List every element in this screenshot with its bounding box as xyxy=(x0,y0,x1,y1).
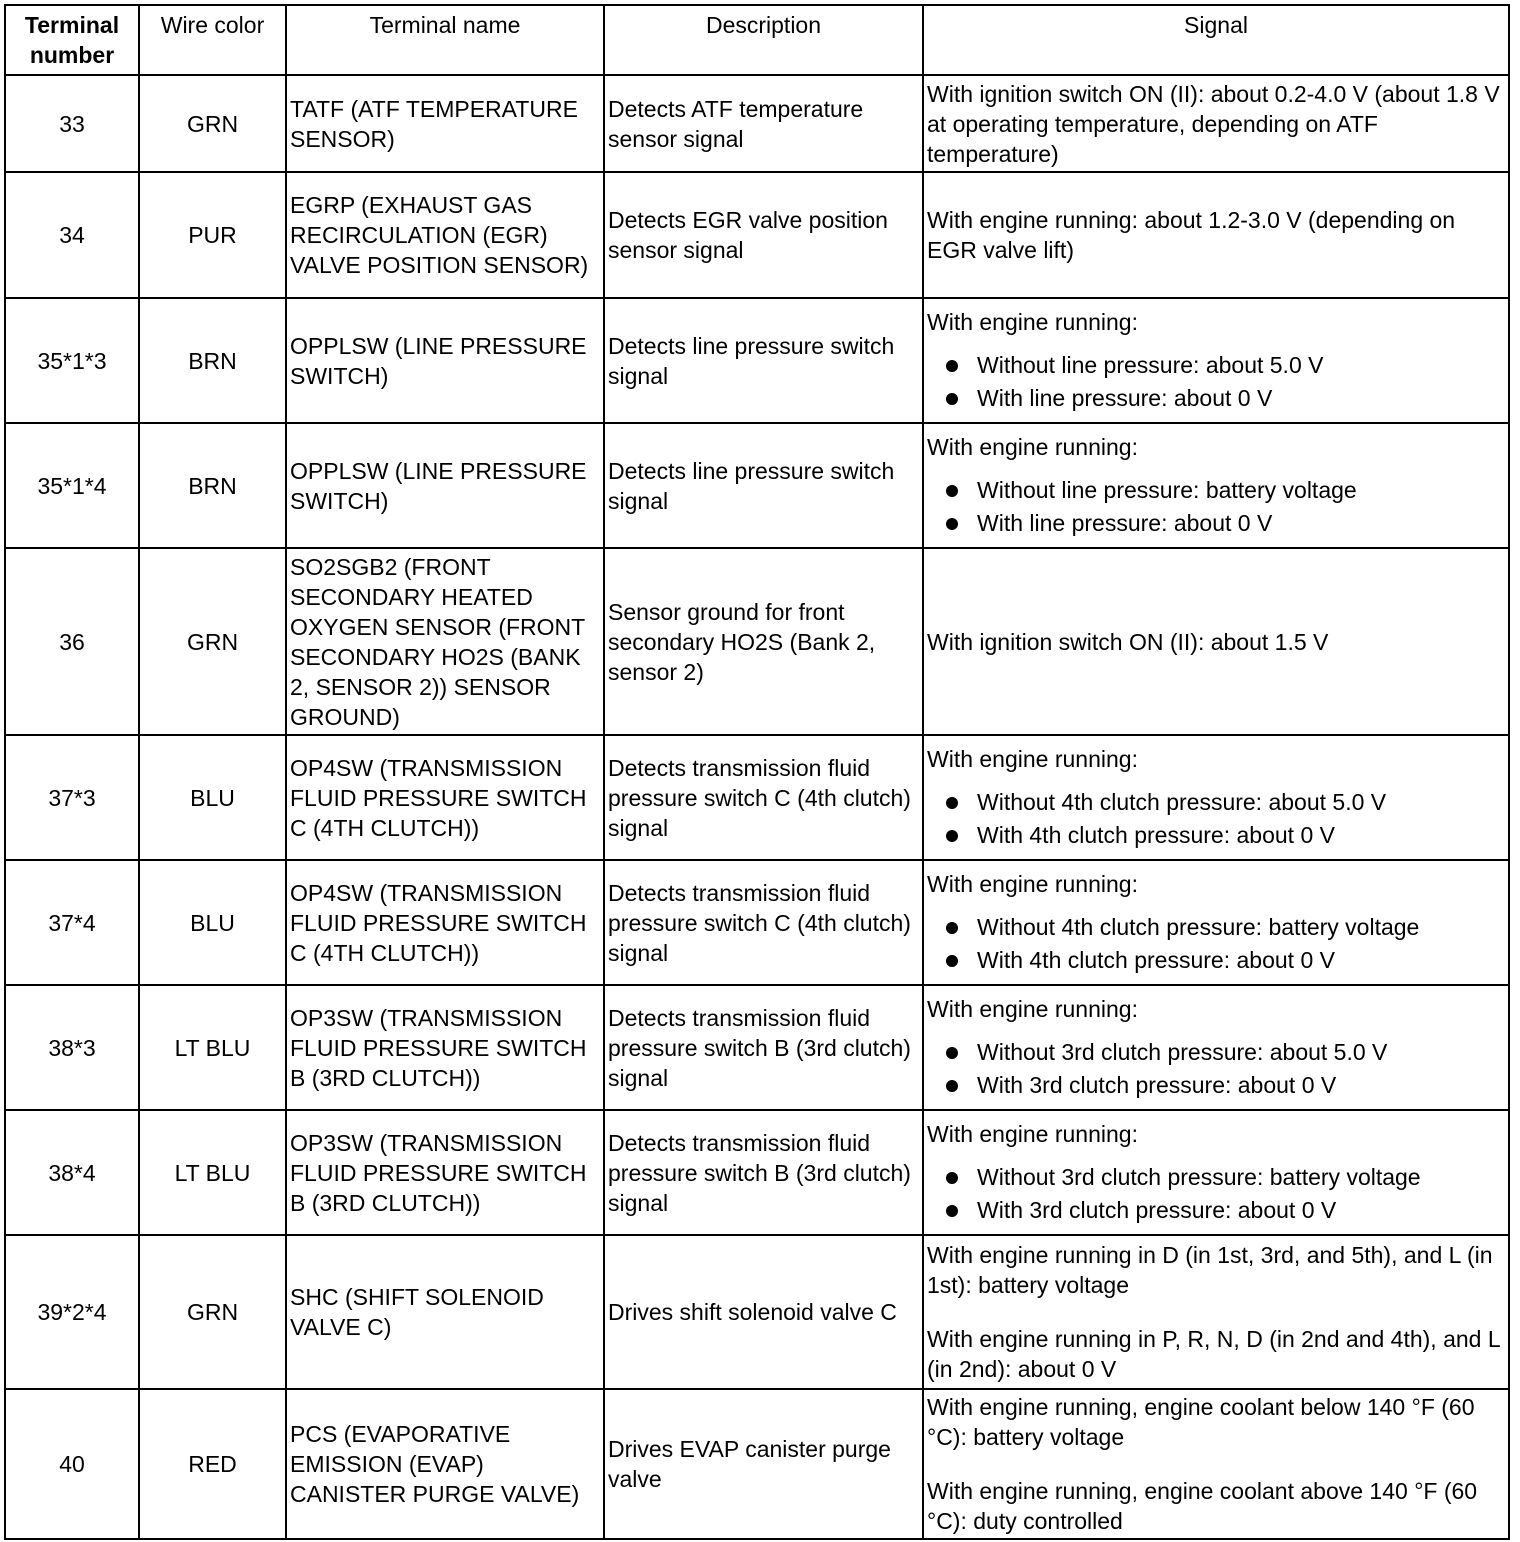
table-row xyxy=(5,1389,1509,1539)
terminal-description: Sensor ground for front secondary HO2S (Bank 2, sensor 2) xyxy=(604,548,923,735)
signal-bullet-text: Without 4th clutch pressure: battery voltage xyxy=(977,913,1420,940)
table-body xyxy=(5,75,1509,1539)
terminal-signal xyxy=(923,172,1509,298)
signal-text: With engine running, engine coolant above 140 °F (60 °C): duty controlled xyxy=(927,1478,1478,1534)
terminal-description: Detects line pressure switch signal xyxy=(604,298,923,423)
terminal-name: EGRP (EXHAUST GAS RECIRCULATION (EGR) VALVE POSITION SENSOR) xyxy=(286,172,604,298)
terminal-description: Detects transmission fluid pressure switch B (3rd clutch) signal xyxy=(604,985,923,1110)
terminal-name: OPPLSW (LINE PRESSURE SWITCH) xyxy=(286,298,604,423)
terminal-signal xyxy=(923,423,1509,548)
bullet-icon xyxy=(946,1205,958,1217)
signal-bullet xyxy=(927,786,1505,819)
bullet-icon xyxy=(946,360,958,372)
signal-text: With engine running in D (in 1st, 3rd, and 5th), and L (in 1st): battery voltage xyxy=(927,1242,1493,1298)
signal-text: With engine running: xyxy=(927,433,1138,460)
terminal-name: OP4SW (TRANSMISSION FLUID PRESSURE SWITCH C (4TH CLUTCH)) xyxy=(286,735,604,860)
bullet-icon xyxy=(946,955,958,967)
signal-bullet xyxy=(927,507,1505,540)
wire-color: LT BLU xyxy=(139,985,286,1110)
terminal-number: 38*3 xyxy=(5,985,139,1110)
signal-bullet xyxy=(927,349,1505,382)
terminal-description: Detects ATF temperature sensor signal xyxy=(604,75,923,172)
wire-color: BRN xyxy=(139,423,286,548)
signal-bullet-list xyxy=(927,911,1505,977)
signal-text: With ignition switch ON (II): about 0.2-4.0 V (about 1.8 V at operating temperature, depending on ATF temperature) xyxy=(927,80,1500,167)
signal-text: With engine running: xyxy=(927,870,1138,897)
header-row xyxy=(5,5,1509,75)
table-row xyxy=(5,548,1509,735)
signal-bullet-list xyxy=(927,474,1505,540)
wire-color: LT BLU xyxy=(139,1110,286,1235)
bullet-icon xyxy=(946,485,958,497)
signal-bullet xyxy=(927,1036,1505,1069)
wire-color: GRN xyxy=(139,548,286,735)
terminal-number: 39*2*4 xyxy=(5,1235,139,1389)
terminal-description: Detects transmission fluid pressure switch B (3rd clutch) signal xyxy=(604,1110,923,1235)
terminal-signal xyxy=(923,985,1509,1110)
signal-bullet xyxy=(927,944,1505,977)
wire-color: GRN xyxy=(139,1235,286,1389)
table-row xyxy=(5,1110,1509,1235)
signal-text: With engine running, engine coolant below 140 °F (60 °C): battery voltage xyxy=(927,1394,1475,1450)
terminal-name: OP3SW (TRANSMISSION FLUID PRESSURE SWITCH B (3RD CLUTCH)) xyxy=(286,1110,604,1235)
signal-bullet-text: With 4th clutch pressure: about 0 V xyxy=(977,946,1335,973)
wire-color: BLU xyxy=(139,735,286,860)
signal-bullet-text: With 3rd clutch pressure: about 0 V xyxy=(977,1196,1337,1223)
table-row xyxy=(5,423,1509,548)
terminal-signal xyxy=(923,1389,1509,1539)
terminal-signal xyxy=(923,75,1509,172)
signal-bullet xyxy=(927,382,1505,415)
terminal-name: SO2SGB2 (FRONT SECONDARY HEATED OXYGEN SENSOR (FRONT SECONDARY HO2S (BANK 2, SENSOR 2)) SENSOR GROUND) xyxy=(286,548,604,735)
terminal-name: SHC (SHIFT SOLENOID VALVE C) xyxy=(286,1235,604,1389)
signal-text: With engine running: xyxy=(927,745,1138,772)
terminal-description: Drives shift solenoid valve C xyxy=(604,1235,923,1389)
table-row xyxy=(5,1235,1509,1389)
terminal-signal xyxy=(923,548,1509,735)
signal-bullet xyxy=(927,474,1505,507)
header-signal: Signal xyxy=(923,5,1509,75)
terminal-signal xyxy=(923,860,1509,985)
terminal-number: 38*4 xyxy=(5,1110,139,1235)
header-wire-color: Wire color xyxy=(139,5,286,75)
terminal-name: PCS (EVAPORATIVE EMISSION (EVAP) CANISTER PURGE VALVE) xyxy=(286,1389,604,1539)
bullet-icon xyxy=(946,797,958,809)
terminal-name: OP4SW (TRANSMISSION FLUID PRESSURE SWITCH C (4TH CLUTCH)) xyxy=(286,860,604,985)
bullet-icon xyxy=(946,830,958,842)
terminal-number: 37*3 xyxy=(5,735,139,860)
terminal-signal xyxy=(923,1235,1509,1389)
terminal-number: 35*1*4 xyxy=(5,423,139,548)
signal-bullet xyxy=(927,1069,1505,1102)
terminal-name: TATF (ATF TEMPERATURE SENSOR) xyxy=(286,75,604,172)
bullet-icon xyxy=(946,1080,958,1092)
terminal-number: 40 xyxy=(5,1389,139,1539)
bullet-icon xyxy=(946,393,958,405)
signal-text: With engine running: about 1.2-3.0 V (depending on EGR valve lift) xyxy=(927,207,1456,263)
terminal-number: 37*4 xyxy=(5,860,139,985)
bullet-icon xyxy=(946,518,958,530)
signal-bullet xyxy=(927,911,1505,944)
terminal-description: Drives EVAP canister purge valve xyxy=(604,1389,923,1539)
wire-color: RED xyxy=(139,1389,286,1539)
signal-bullet-text: With line pressure: about 0 V xyxy=(977,509,1273,536)
terminal-number: 34 xyxy=(5,172,139,298)
table-row xyxy=(5,298,1509,423)
table-row xyxy=(5,735,1509,860)
wire-color: PUR xyxy=(139,172,286,298)
signal-bullet-list xyxy=(927,349,1505,415)
header-terminal-number: Terminal number xyxy=(5,5,139,75)
terminal-name: OP3SW (TRANSMISSION FLUID PRESSURE SWITCH B (3RD CLUTCH)) xyxy=(286,985,604,1110)
terminal-signal xyxy=(923,735,1509,860)
signal-bullet xyxy=(927,819,1505,852)
signal-bullet-text: With 3rd clutch pressure: about 0 V xyxy=(977,1071,1337,1098)
bullet-icon xyxy=(946,1172,958,1184)
signal-bullet-list xyxy=(927,1036,1505,1102)
signal-bullet-text: Without 3rd clutch pressure: battery voltage xyxy=(977,1163,1421,1190)
terminal-description: Detects transmission fluid pressure switch C (4th clutch) signal xyxy=(604,860,923,985)
signal-text: With engine running: xyxy=(927,308,1138,335)
signal-text: With engine running: xyxy=(927,995,1138,1022)
table-row xyxy=(5,172,1509,298)
signal-text: With ignition switch ON (II): about 1.5 V xyxy=(927,628,1329,655)
signal-text: With engine running in P, R, N, D (in 2nd and 4th), and L (in 2nd): about 0 V xyxy=(927,1326,1500,1382)
bullet-icon xyxy=(946,1047,958,1059)
terminal-signal xyxy=(923,1110,1509,1235)
terminal-number: 35*1*3 xyxy=(5,298,139,423)
signal-bullet-list xyxy=(927,786,1505,852)
terminal-description: Detects line pressure switch signal xyxy=(604,423,923,548)
signal-text: With engine running: xyxy=(927,1120,1138,1147)
terminal-table xyxy=(4,4,1510,1540)
signal-bullet-text: Without 3rd clutch pressure: about 5.0 V xyxy=(977,1038,1388,1065)
terminal-table-wrapper xyxy=(4,4,1508,1540)
signal-bullet-text: Without line pressure: about 5.0 V xyxy=(977,351,1324,378)
terminal-number: 36 xyxy=(5,548,139,735)
signal-bullet xyxy=(927,1194,1505,1227)
terminal-signal xyxy=(923,298,1509,423)
table-row xyxy=(5,860,1509,985)
table-header xyxy=(5,5,1509,75)
terminal-number: 33 xyxy=(5,75,139,172)
signal-bullet-text: With 4th clutch pressure: about 0 V xyxy=(977,821,1335,848)
terminal-description: Detects transmission fluid pressure switch C (4th clutch) signal xyxy=(604,735,923,860)
terminal-description: Detects EGR valve position sensor signal xyxy=(604,172,923,298)
signal-bullet xyxy=(927,1161,1505,1194)
table-row xyxy=(5,75,1509,172)
wire-color: BLU xyxy=(139,860,286,985)
signal-bullet-text: Without line pressure: battery voltage xyxy=(977,476,1357,503)
terminal-name: OPPLSW (LINE PRESSURE SWITCH) xyxy=(286,423,604,548)
signal-bullet-text: With line pressure: about 0 V xyxy=(977,384,1273,411)
header-terminal-name: Terminal name xyxy=(286,5,604,75)
signal-bullet-list xyxy=(927,1161,1505,1227)
wire-color: GRN xyxy=(139,75,286,172)
table-row xyxy=(5,985,1509,1110)
header-description: Description xyxy=(604,5,923,75)
bullet-icon xyxy=(946,922,958,934)
signal-bullet-text: Without 4th clutch pressure: about 5.0 V xyxy=(977,788,1387,815)
wire-color: BRN xyxy=(139,298,286,423)
